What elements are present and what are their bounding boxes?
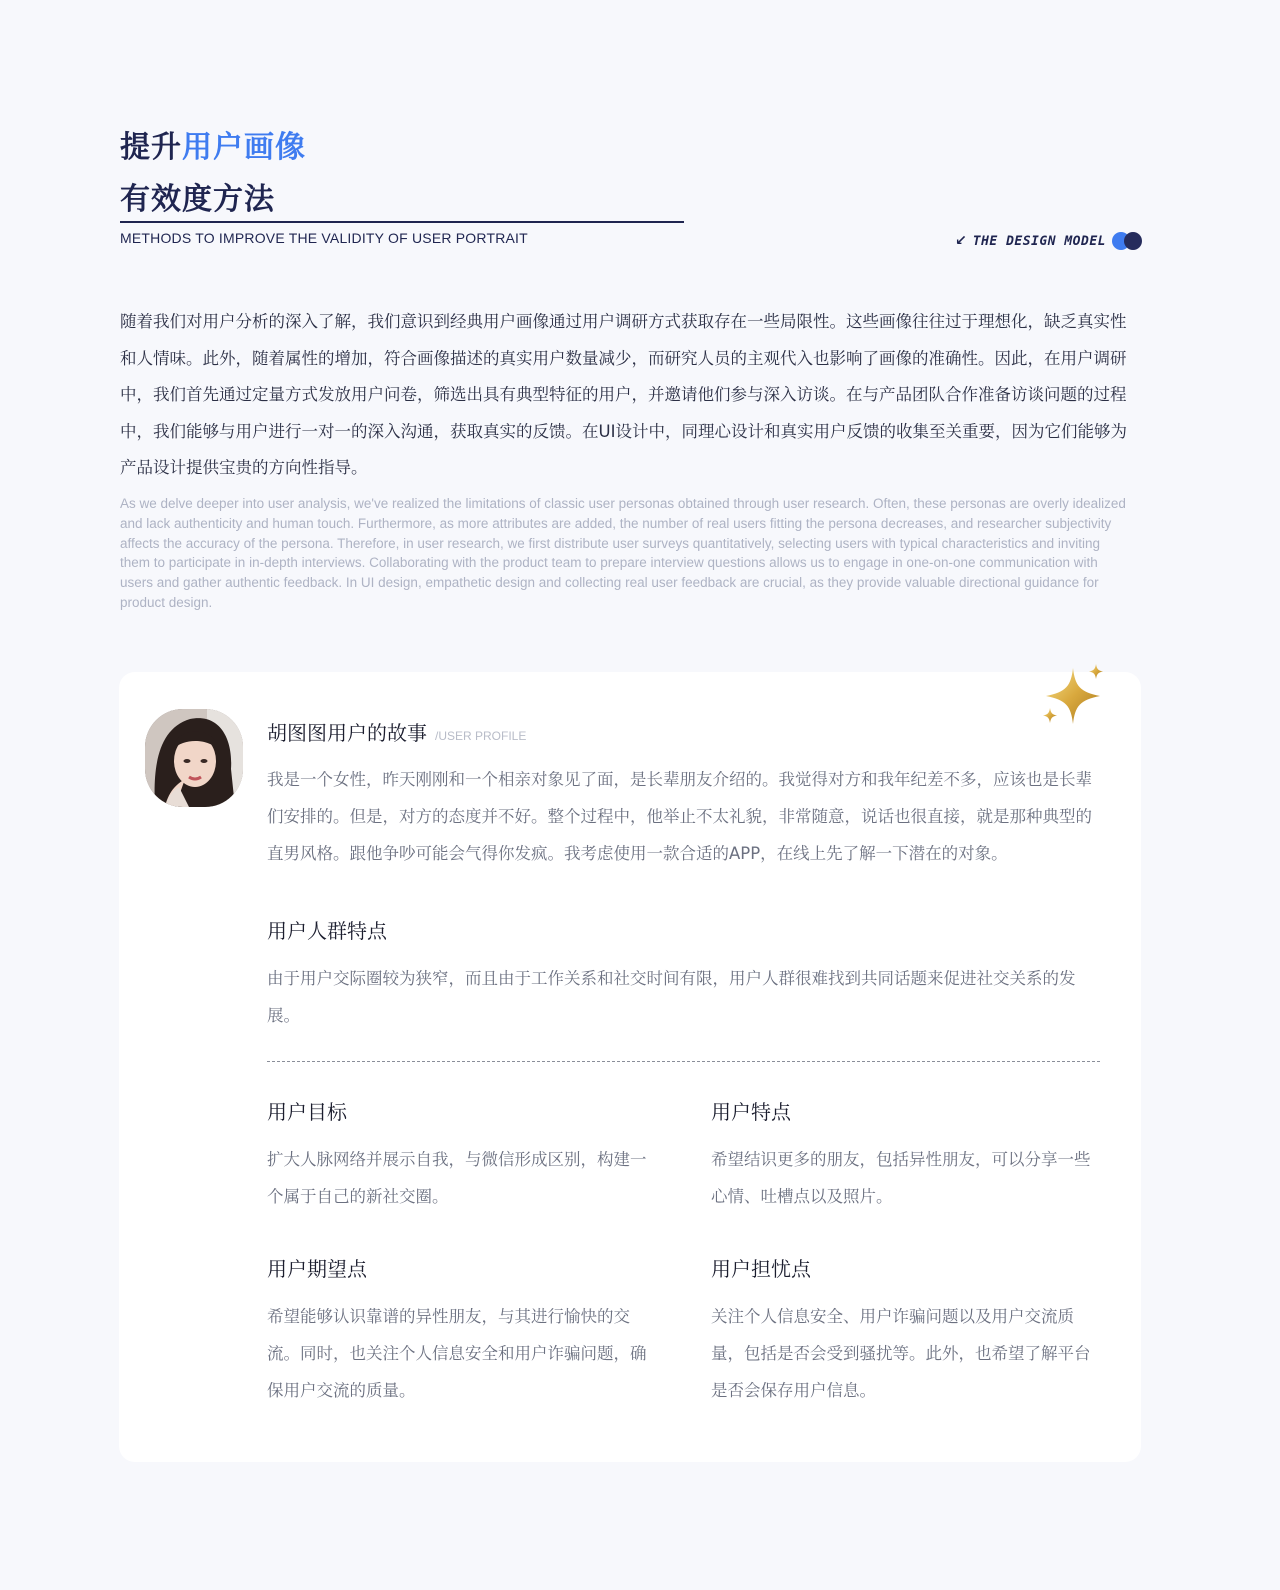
page-title-line2: 有效度方法: [120, 182, 275, 217]
title-prefix: 提升: [120, 130, 182, 165]
dots-icon: [1112, 232, 1144, 250]
page-subtitle: METHODS TO IMPROVE THE VALIDITY OF USER PORTRAIT: [120, 230, 528, 246]
user-concerns-body: 关注个人信息安全、用户诈骗问题以及用户交流质量，包括是否会受到骚扰等。此外，也希望了解平台是否会保存用户信息。: [711, 1307, 1091, 1400]
profile-title: [267, 717, 526, 746]
avatar: [145, 709, 243, 807]
sparkle-icon: [1036, 660, 1108, 732]
profile-title-english: /USER PROFILE: [435, 729, 527, 743]
user-features-title: 用户特点: [711, 1100, 791, 1124]
user-goal-title: 用户目标: [267, 1100, 347, 1124]
title-accent: 用户画像: [182, 130, 306, 165]
user-story: 我是一个女性，昨天刚刚和一个相亲对象见了面，是长辈朋友介绍的。我觉得对方和我年纪差不多，应该也是长辈们安排的。但是，对方的态度并不好。整个过程中，他举止不太礼貌，非常随意，说话也很直接，就是那种典型的直男风格。跟他争吵可能会气得你发疯。我考虑使用一款合适的APP，在线上先了解一下潜在的对象。: [267, 770, 1092, 863]
intro-chinese: 随着我们对用户分析的深入了解，我们意识到经典用户画像通过用户调研方式获取存在一些局限性。这些画像往往过于理想化，缺乏真实性和人情味。此外，随着属性的增加，符合画像描述的真实用户数量减少，而研究人员的主观代入也影响了画像的准确性。因此，在用户调研中，我们首先通过定量方式发放用户问卷，筛选出具有典型特征的用户，并邀请他们参与深入访谈。在与产品团队合作准备访谈问题的过程中，我们能够与用户进行一对一的深入沟通，获取真实的反馈。在UI设计中，同理心设计和真实用户反馈的收集至关重要，因为它们能够为产品设计提供宝贵的方向性指导。: [120, 312, 1127, 477]
user-concerns-title: 用户担忧点: [711, 1257, 811, 1281]
user-goal-body: 扩大人脉网络并展示自我，与微信形成区别，构建一个属于自己的新社交圈。: [267, 1150, 647, 1206]
crowd-traits-title: 用户人群特点: [267, 919, 387, 943]
user-expectations-title: 用户期望点: [267, 1257, 367, 1281]
profile-title-chinese: 胡图图用户的故事: [267, 721, 427, 745]
page-title-line1: [120, 130, 306, 166]
crowd-traits-body: 由于用户交际圈较为狭窄，而且由于工作关系和社交时间有限，用户人群很难找到共同话题来促进社交关系的发展。: [267, 969, 1076, 1025]
design-model-badge: [955, 232, 1144, 250]
user-expectations-body: 希望能够认识靠谱的异性朋友，与其进行愉快的交流。同时，也关注个人信息安全和用户诈骗问题，确保用户交流的质量。: [267, 1307, 647, 1400]
user-features-body: 希望结识更多的朋友，包括异性朋友，可以分享一些心情、吐槽点以及照片。: [711, 1150, 1091, 1206]
intro-english: As we delve deeper into user analysis, we've realized the limitations of classic user personas obtained through user research. Often, these personas are overly idealized and lack authenticity and human touch. Furthermore, as more attributes are added, the number of real users fitting the persona decreases, and researcher subjectivity affects the accuracy of the persona. Therefore, in user research, we first distribute user surveys quantitatively, selecting users with typical characteristics and inviting them to participate in in-depth interviews. Collaborating with the product team to prepare interview questions allows us to engage in one-on-one communication with users and gather authentic feedback. In UI design, empathetic design and collecting real user feedback are crucial, as they provide valuable directional guidance for product design.: [120, 496, 1126, 610]
title-underline: [120, 221, 684, 223]
arrow-down-left-icon: ↙: [955, 233, 967, 249]
dashed-divider: [267, 1061, 1100, 1062]
design-model-label: THE DESIGN MODEL: [972, 233, 1106, 249]
